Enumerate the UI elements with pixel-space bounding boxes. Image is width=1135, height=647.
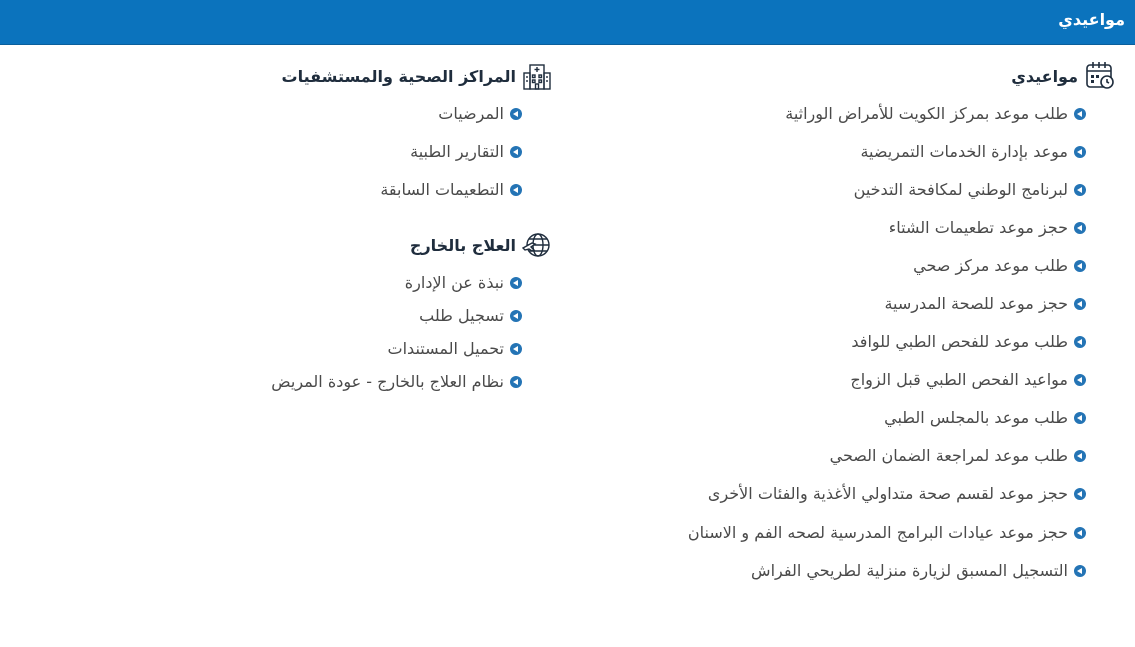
arrow-circle-icon: [1074, 374, 1086, 386]
header-title: مواعيدي: [1058, 10, 1125, 29]
arrow-circle-icon: [510, 310, 522, 322]
health-centers-section-title: [282, 62, 552, 90]
globe-plane-icon: [522, 231, 552, 259]
arrow-circle-icon: [510, 146, 522, 158]
arrow-circle-icon: [510, 376, 522, 388]
appointment-link-school-dental[interactable]: حجز موعد عيادات البرامج المدرسية لصحه الفم و الاسنان: [688, 523, 1086, 542]
arrow-circle-icon: [1074, 412, 1086, 424]
arrow-circle-icon: [1074, 488, 1086, 500]
arrow-circle-icon: [510, 277, 522, 289]
arrow-circle-icon: [1074, 298, 1086, 310]
arrow-circle-icon: [510, 108, 522, 120]
health-link-sick-leaves[interactable]: المرضيات: [438, 104, 522, 123]
treatment-abroad-title-text: العلاج بالخارج: [409, 235, 516, 255]
appointment-link-home-visit[interactable]: التسجيل المسبق لزيارة منزلية لطريحي الفراش: [751, 561, 1086, 580]
arrow-circle-icon: [1074, 108, 1086, 120]
appointment-link-premarital-exam[interactable]: مواعيد الفحص الطبي قبل الزواج: [850, 370, 1086, 389]
hospital-building-icon: [522, 62, 552, 90]
arrow-circle-icon: [1074, 527, 1086, 539]
appointment-link-genetic[interactable]: طلب موعد بمركز الكويت للأمراض الوراثية: [785, 104, 1086, 123]
arrow-circle-icon: [1074, 146, 1086, 158]
abroad-link-patient-return[interactable]: نظام العلاج بالخارج - عودة المريض: [271, 372, 522, 391]
abroad-link-upload-documents[interactable]: تحميل المستندات: [388, 339, 522, 358]
arrow-circle-icon: [1074, 184, 1086, 196]
appointment-link-food-handlers[interactable]: حجز موعد لقسم صحة متداولي الأغذية والفئات الأخرى: [708, 484, 1086, 503]
health-link-past-vaccinations[interactable]: التطعيمات السابقة: [380, 180, 522, 199]
appointments-section-title: [1011, 60, 1116, 92]
health-centers-title-text: المراكز الصحية والمستشفيات: [281, 66, 516, 86]
arrow-circle-icon: [1074, 222, 1086, 234]
appointment-link-health-insurance[interactable]: طلب موعد لمراجعة الضمان الصحي: [830, 446, 1086, 465]
arrow-circle-icon: [1074, 260, 1086, 272]
health-link-medical-reports[interactable]: التقارير الطبية: [410, 142, 522, 161]
abroad-link-register[interactable]: تسجيل طلب: [419, 306, 522, 325]
appointment-link-winter-vaccines[interactable]: حجز موعد تطعيمات الشتاء: [889, 218, 1086, 237]
appointments-title-text: مواعيدي: [1011, 66, 1078, 86]
arrow-circle-icon: [1074, 450, 1086, 462]
calendar-clock-icon: [1084, 60, 1116, 92]
appointment-link-anti-smoking[interactable]: لبرنامج الوطني لمكافحة التدخين: [854, 180, 1086, 199]
appointment-link-medical-council[interactable]: طلب موعد بالمجلس الطبي: [884, 408, 1086, 427]
arrow-circle-icon: [510, 343, 522, 355]
appointment-link-nursing[interactable]: موعد بإدارة الخدمات التمريضية: [860, 142, 1086, 161]
treatment-abroad-section-title: [410, 231, 552, 259]
abroad-link-about[interactable]: نبذة عن الإدارة: [405, 273, 522, 292]
appointment-link-school-health[interactable]: حجز موعد للصحة المدرسية: [884, 294, 1086, 313]
appointment-link-expat-exam[interactable]: طلب موعد للفحص الطبي للوافد: [851, 332, 1086, 351]
top-header-bar: [0, 0, 1135, 45]
appointment-link-health-center[interactable]: طلب موعد مركز صحي: [913, 256, 1086, 275]
arrow-circle-icon: [1074, 565, 1086, 577]
arrow-circle-icon: [510, 184, 522, 196]
arrow-circle-icon: [1074, 336, 1086, 348]
